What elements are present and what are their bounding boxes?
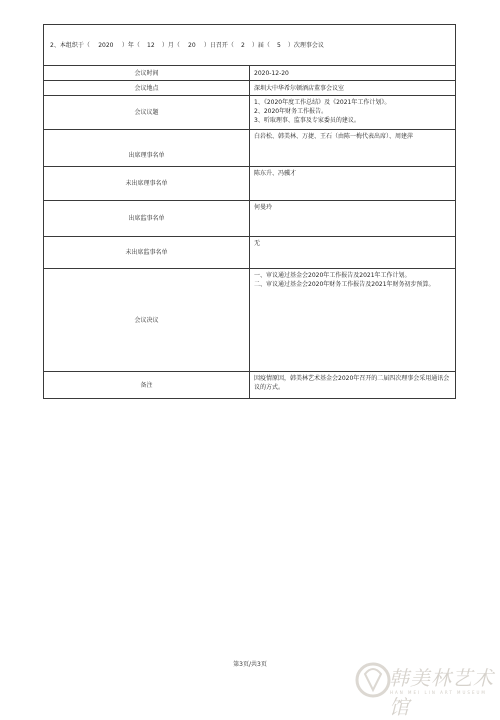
header-suffix: ）次理事会议	[287, 41, 324, 49]
value-attending-supervisors: 何曼玲	[250, 201, 456, 237]
label-meeting-time: 会议时间	[44, 66, 250, 81]
label-attending-directors: 出席理事名单	[44, 130, 250, 167]
header-meeting-no: 5	[276, 41, 281, 49]
value-absent-supervisors: 无	[250, 237, 456, 269]
label-absent-supervisors: 未出席监事名单	[44, 237, 250, 269]
header-prefix: 2、本组织于（	[50, 41, 90, 49]
header-month-unit: ）月（	[161, 41, 180, 49]
value-remarks: 因疫情原因，韩美林艺术基金会2020年召开的二届四次理事会采用通讯会议的方式。	[250, 372, 456, 399]
row-attending-supervisors	[44, 201, 456, 237]
meeting-header	[44, 25, 456, 66]
resolution-item: 二、审议通过基金会2020年财务工作报告及2021年财务初步预算。	[254, 281, 435, 288]
row-resolutions	[44, 269, 456, 372]
museum-logo-icon	[353, 660, 393, 700]
value-meeting-place: 深圳大中华希尔顿酒店董事会议室	[250, 81, 456, 96]
resolution-item: 一、审议通过基金会2020年工作报告及2021年工作计划。	[254, 272, 411, 279]
topic-item: 1、《2020年度工作总结》及《2021年工作计划》。	[254, 99, 391, 106]
label-meeting-topics: 会议议题	[44, 96, 250, 130]
value-meeting-time: 2020-12-20	[250, 66, 456, 81]
label-resolutions: 会议决议	[44, 269, 250, 372]
row-attending-directors	[44, 130, 456, 167]
header-day: 20	[188, 41, 196, 49]
value-attending-directors: 白岩松、韩美林、万捷、王石（由陈一梅代表出席）、周建萍	[250, 130, 456, 167]
label-attending-supervisors: 出席监事名单	[44, 201, 250, 237]
header-month: 12	[147, 41, 155, 49]
header-year: 2020	[98, 41, 114, 49]
topic-item: 3、听取理事、监事及专家委员的建议。	[254, 117, 360, 124]
header-session-unit: ）届（	[251, 41, 270, 49]
row-place	[44, 81, 456, 96]
value-meeting-topics	[250, 96, 456, 130]
row-topics	[44, 96, 456, 130]
watermark-chinese: 韩美林艺术馆	[389, 666, 494, 719]
row-absent-directors	[44, 167, 456, 201]
page-number: 第3页/共3页	[233, 661, 267, 668]
header-row	[44, 25, 456, 66]
header-day-unit: ）日召开（	[203, 41, 234, 49]
watermark-english: HAN MEI LIN ART MUSEUM	[390, 690, 487, 695]
value-absent-directors: 陈东升、冯骥才	[250, 167, 456, 201]
label-meeting-place: 会议地点	[44, 81, 250, 96]
row-absent-supervisors	[44, 237, 456, 269]
topic-item: 2、2020年财务工作报告。	[254, 108, 328, 115]
header-session: 2	[240, 41, 245, 49]
header-year-unit: ）年（	[121, 41, 140, 49]
value-resolutions	[250, 269, 456, 372]
meeting-record-table	[43, 24, 456, 399]
row-time	[44, 66, 456, 81]
row-remarks	[44, 372, 456, 399]
label-absent-directors: 未出席理事名单	[44, 167, 250, 201]
label-remarks: 备注	[44, 372, 250, 399]
